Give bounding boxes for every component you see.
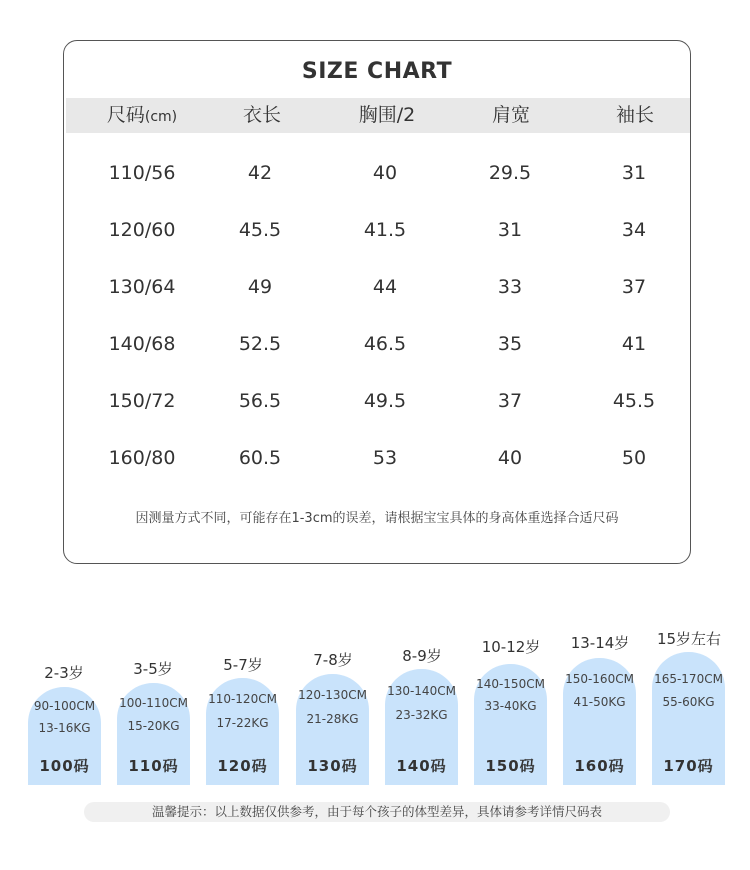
age-label: 8-9岁 xyxy=(402,647,442,665)
size-code: 150码 xyxy=(485,757,536,775)
height-range: 150-160CM xyxy=(565,672,634,686)
age-label: 7-8岁 xyxy=(313,651,353,669)
cell-sleeve: 45.5 xyxy=(612,390,656,412)
weight-range: 33-40KG xyxy=(484,699,537,713)
table-row xyxy=(64,158,690,188)
cell-sleeve: 31 xyxy=(621,162,647,184)
size-code: 140码 xyxy=(396,757,447,775)
size-pill-120 xyxy=(206,678,279,785)
size-chart-title: SIZE CHART xyxy=(301,59,453,84)
cell-size: 130/64 xyxy=(108,276,176,298)
cell-length: 45.5 xyxy=(238,219,282,241)
cell-length: 42 xyxy=(247,162,273,184)
cell-chest: 46.5 xyxy=(363,333,407,355)
cell-sleeve: 41 xyxy=(621,333,647,355)
age-label: 2-3岁 xyxy=(44,664,84,682)
size-code: 170码 xyxy=(663,757,714,775)
weight-range: 17-22KG xyxy=(216,716,269,730)
size-code: 110码 xyxy=(128,757,179,775)
header-size xyxy=(107,98,177,133)
cell-chest: 41.5 xyxy=(363,219,407,241)
cell-shoulder: 31 xyxy=(497,219,523,241)
table-row xyxy=(64,329,690,359)
cell-shoulder: 29.5 xyxy=(488,162,532,184)
size-code: 130码 xyxy=(307,757,358,775)
size-pill-150 xyxy=(474,664,547,785)
cell-size: 150/72 xyxy=(108,390,176,412)
size-pill-110 xyxy=(117,683,190,785)
cell-shoulder: 37 xyxy=(497,390,523,412)
table-row xyxy=(64,443,690,473)
cell-length: 52.5 xyxy=(238,333,282,355)
cell-size: 110/56 xyxy=(108,162,176,184)
cell-chest: 40 xyxy=(372,162,398,184)
height-range: 110-120CM xyxy=(208,692,277,706)
age-label: 3-5岁 xyxy=(133,660,173,678)
age-label: 10-12岁 xyxy=(481,638,541,656)
weight-range: 15-20KG xyxy=(127,719,180,733)
table-row xyxy=(64,272,690,302)
header-length: 衣长 xyxy=(242,104,282,126)
cell-shoulder: 40 xyxy=(497,447,523,469)
age-label: 5-7岁 xyxy=(223,656,263,674)
measurement-note: 因测量方式不同，可能存在1-3cm的误差，请根据宝宝具体的身高体重选择合适尺码 xyxy=(135,511,619,526)
cell-sleeve: 50 xyxy=(621,447,647,469)
height-range: 140-150CM xyxy=(476,677,545,691)
header-sleeve: 袖长 xyxy=(615,104,655,126)
header-shoulder: 肩宽 xyxy=(491,104,531,126)
weight-range: 55-60KG xyxy=(662,695,715,709)
table-row xyxy=(64,215,690,245)
cell-sleeve: 37 xyxy=(621,276,647,298)
cell-sleeve: 34 xyxy=(621,219,647,241)
size-code: 100码 xyxy=(39,757,90,775)
size-pill-160 xyxy=(563,658,636,785)
reminder-tip: 温馨提示：以上数据仅供参考，由于每个孩子的体型差异，具体请参考详情尺码表 xyxy=(84,802,670,822)
height-range: 100-110CM xyxy=(119,696,188,710)
weight-range: 13-16KG xyxy=(38,721,91,735)
weight-range: 21-28KG xyxy=(306,712,359,726)
cell-length: 60.5 xyxy=(238,447,282,469)
size-pill-170 xyxy=(652,652,725,785)
header-size-label: 尺码 xyxy=(106,104,145,126)
cell-length: 56.5 xyxy=(238,390,282,412)
cell-shoulder: 35 xyxy=(497,333,523,355)
size-pill-130 xyxy=(296,674,369,785)
cell-chest: 44 xyxy=(372,276,398,298)
table-row xyxy=(64,386,690,416)
cell-chest: 53 xyxy=(372,447,398,469)
height-range: 165-170CM xyxy=(654,672,723,686)
height-range: 120-130CM xyxy=(298,688,367,702)
size-chart-card xyxy=(63,40,691,564)
cell-length: 49 xyxy=(247,276,273,298)
height-range: 130-140CM xyxy=(387,684,456,698)
size-pill-100 xyxy=(28,687,101,785)
cell-chest: 49.5 xyxy=(363,390,407,412)
age-label: 13-14岁 xyxy=(570,634,630,652)
cell-size: 160/80 xyxy=(108,447,176,469)
weight-range: 23-32KG xyxy=(395,708,448,722)
size-pill-140 xyxy=(385,669,458,785)
header-size-unit: (cm) xyxy=(144,109,178,125)
size-code: 120码 xyxy=(217,757,268,775)
header-chest: 胸围/2 xyxy=(358,104,416,126)
cell-size: 140/68 xyxy=(108,333,176,355)
cell-size: 120/60 xyxy=(108,219,176,241)
cell-shoulder: 33 xyxy=(497,276,523,298)
weight-range: 41-50KG xyxy=(573,695,626,709)
table-header xyxy=(66,98,690,133)
age-label: 15岁左右 xyxy=(656,630,722,648)
height-range: 90-100CM xyxy=(33,699,96,713)
size-code: 160码 xyxy=(574,757,625,775)
